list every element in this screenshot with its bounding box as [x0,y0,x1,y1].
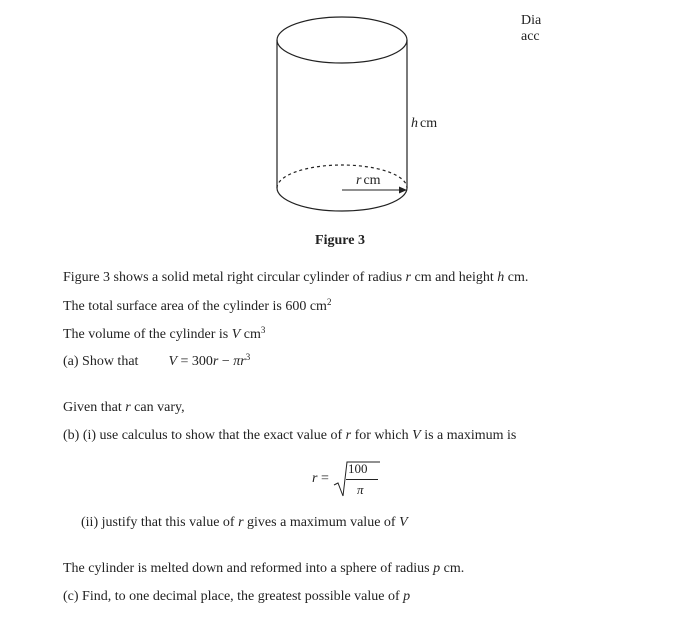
formula-numerator: 100 [348,461,368,476]
cylinder-bottom-back-arc [277,165,407,188]
formula-lhs: r = [312,471,329,486]
radius-label: r cm [356,173,381,188]
question-a: (a) Show that $V = 300r - \pi r^3$ [63,352,251,369]
question-c: (c) Find, to one decimal place, the greatest possible value of p [63,589,411,604]
height-label: h cm [411,116,438,131]
paragraph-figure-description: Figure 3 shows a solid metal right circular cylinder of radius r cm and height h cm. [63,270,529,285]
paragraph-surface-area: The total surface area of the cylinder is 600 $cm^2$ [63,297,332,314]
question-b-ii: (ii) justify that this value of r gives a maximum value of V [81,515,408,530]
cylinder-figure [260,0,460,228]
paragraph-melted: The cylinder is melted down and reformed into a sphere of radius p cm. [63,561,465,576]
corner-note-line2: acc [521,29,540,44]
formula-denominator: π [357,482,364,497]
corner-note-line1: Dia [521,13,542,28]
paragraph-given: Given that r can vary, [63,400,185,415]
cylinder-top-ellipse [277,17,407,63]
figure-caption: Figure 3 [315,233,365,248]
question-b-i: (b) (i) use calculus to show that the exact value of r for which V is a maximum is [63,428,517,443]
cylinder-bottom-front-arc [277,188,407,211]
fraction-bar [346,479,378,480]
paragraph-volume: The volume of the cylinder is V $cm^3$ [63,325,266,342]
